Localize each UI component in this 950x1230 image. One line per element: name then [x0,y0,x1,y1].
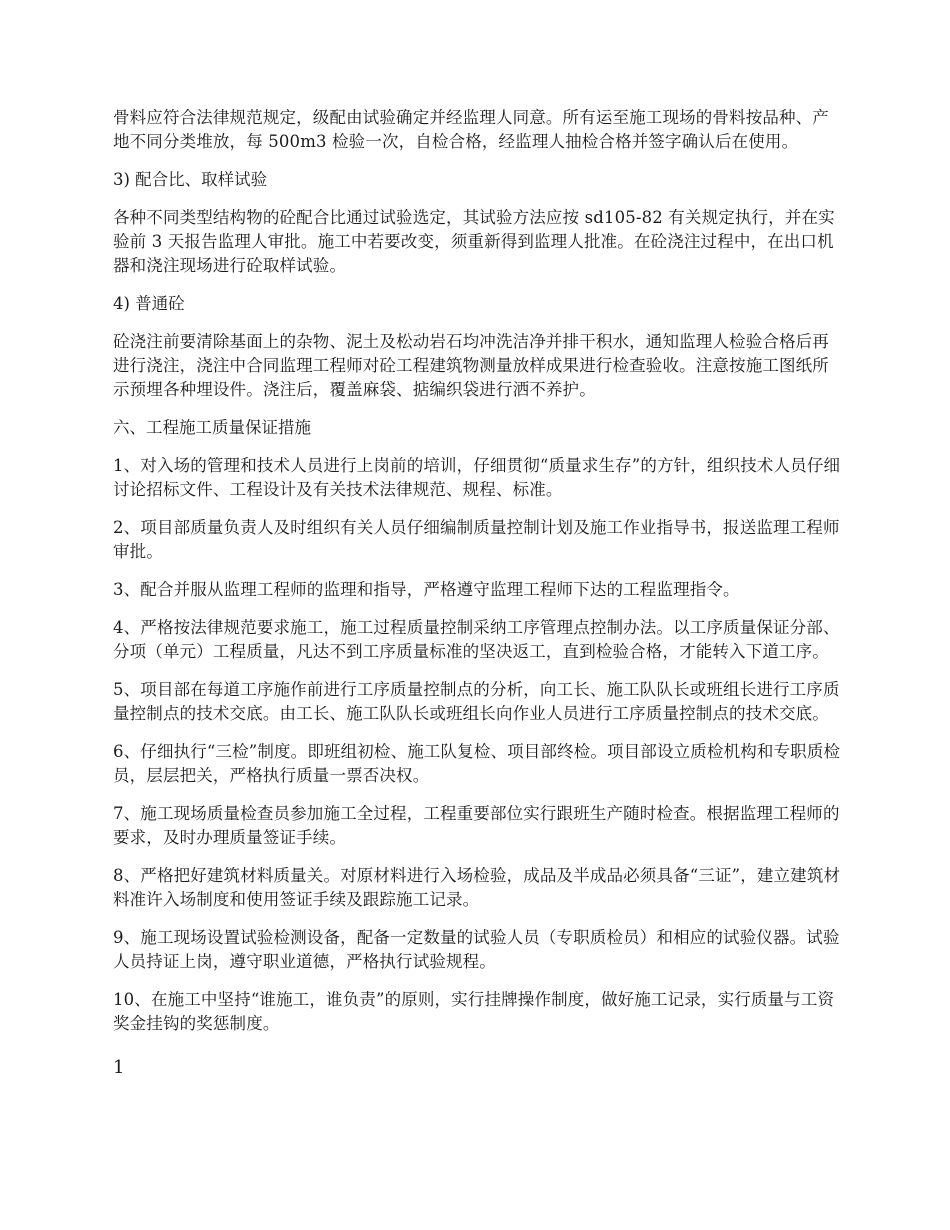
list-item-9: 9、施工现场设置试验检测设备，配备一定数量的试验人员（专职质检员）和相应的试验仪器。试验人员持证上岗，遵守职业道德，严格执行试验规程。 [113,928,840,971]
list-item-3: 3、配合并服从监理工程师的监理和指导，严格遵守监理工程师下达的工程监理指令。 [113,580,740,599]
list-item-5: 5、项目部在每道工序施作前进行工序质量控制点的分析，向工长、施工队队长或班组长进行工序质量控制点的技术交底。由工长、施工队队长或班组长向作业人员进行工序质量控制点的技术交底。 [113,680,840,723]
paragraph-aggregate-requirements: 骨料应符合法律规范规定，级配由试验确定并经监理人同意。所有运至施工现场的骨料按品种、产地不同分类堆放，每 500m3 检验一次，自检合格，经监理人抽检合格并签字确认后在使用。 [113,108,829,151]
list-item-7: 7、施工现场质量检查员参加施工全过程，工程重要部位实行跟班生产随时检查。根据监理工程师的要求，及时办理质量签证手续。 [113,804,840,847]
page-number: 1 [113,1057,125,1078]
list-item-1: 1、对入场的管理和技术人员进行上岗前的培训，仔细贯彻“质量求生存”的方针，组织技术人员仔细讨论招标文件、工程设计及有关技术法律规范、规程、标准。 [113,456,841,499]
list-item-10: 10、在施工中坚持“谁施工，谁负责”的原则，实行挂牌操作制度，做好施工记录，实行质量与工资奖金挂钩的奖惩制度。 [113,990,835,1033]
list-item-6: 6、仔细执行“三检”制度。即班组初检、施工队复检、项目部终检。项目部设立质检机构和专职质检员，层层把关，严格执行质量一票否决权。 [113,742,841,785]
paragraph-mix-ratio: 各种不同类型结构物的砼配合比通过试验选定，其试验方法应按 sd105-82 有关规定执行，并在实验前 3 天报告监理人审批。施工中若要改变，须重新得到监理人批准。在砼浇注过程中，在出口机器和浇注现场进行砼取样试验。 [113,208,835,275]
document-page [113,106,843,1080]
heading-ordinary-concrete: 4) 普通砼 [113,294,185,313]
paragraph-ordinary-concrete: 砼浇注前要清除基面上的杂物、泥土及松动岩石均冲洗洁净并排干积水，通知监理人检验合格后再进行浇注，浇注中合同监理工程师对砼工程建筑物测量放样成果进行检查验收。注意按施工图纸所示预埋各种埋设件。浇注后，覆盖麻袋、掂编织袋进行洒不养护。 [113,332,829,399]
list-item-2: 2、项目部质量负责人及时组织有关人员仔细编制质量控制计划及施工作业指导书，报送监理工程师审批。 [113,518,840,561]
list-item-4: 4、严格按法律规范要求施工，施工过程质量控制采纳工序管理点控制办法。以工序质量保证分部、分项（单元）工程质量，凡达不到工序质量标准的坚决返工，直到检验合格，才能转入下道工序。 [113,618,840,661]
heading-mix-ratio-sampling: 3) 配合比、取样试验 [113,170,268,189]
section-heading-quality-measures: 六、工程施工质量保证措施 [113,418,311,437]
list-item-8: 8、严格把好建筑材料质量关。对原材料进行入场检验，成品及半成品必须具备“三证”，建立建筑材料准许入场制度和使用签证手续及跟踪施工记录。 [113,866,841,909]
